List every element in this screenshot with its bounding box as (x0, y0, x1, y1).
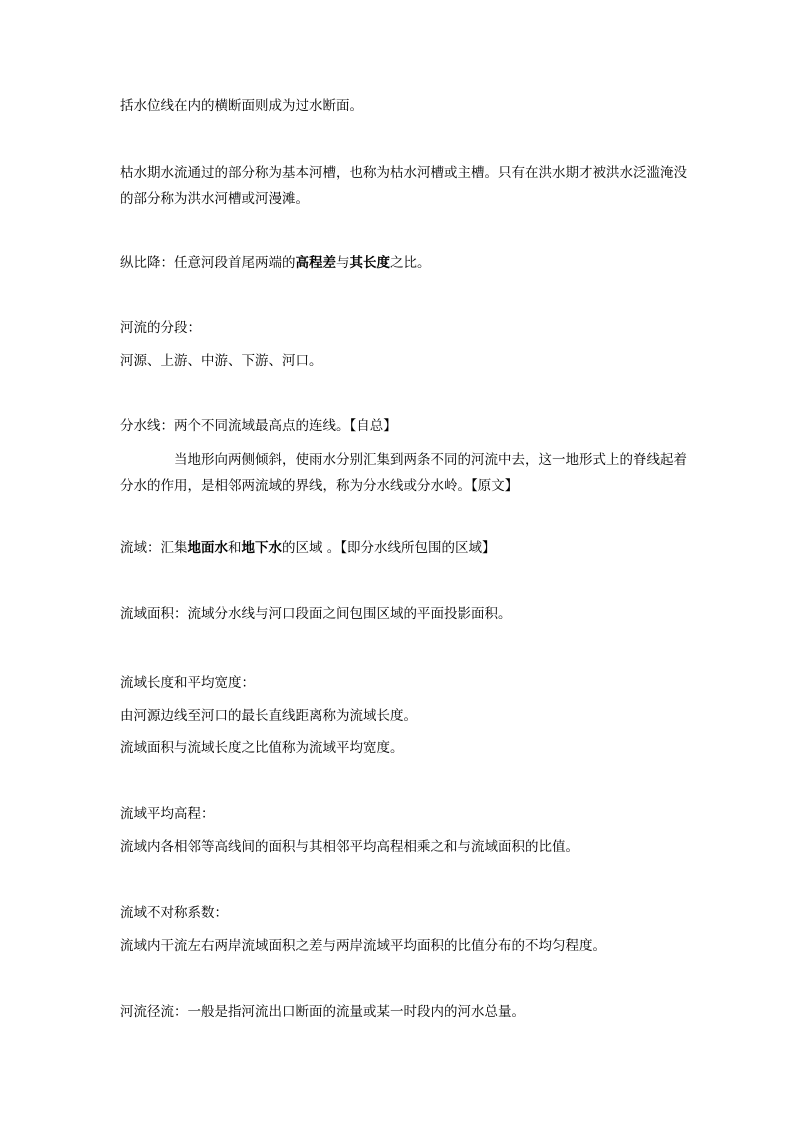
paragraph-river-channel: 枯水期水流通过的部分称为基本河槽，也称为枯水河槽或主槽。只有在洪水期才被洪水泛滥淹没的部分称为洪水河槽或河漫滩。 (120, 165, 687, 207)
heading-basin-elevation: 流域平均高程： (120, 806, 215, 822)
heading-river-segments: 河流的分段： (120, 320, 201, 336)
basin-text-mid: 和 (228, 540, 242, 556)
slope-text-suffix: 之比。 (390, 255, 431, 271)
paragraph-cross-section: 括水位线在内的横断面则成为过水断面。 (120, 98, 363, 114)
paragraph-basin-area: 流域面积：流域分水线与河口段面之间包围区域的平面投影面积。 (120, 606, 512, 622)
basin-bold-groundwater: 地下水 (241, 540, 282, 556)
paragraph-river-runoff: 河流径流：一般是指河流出口断面的流量或某一时段内的河水总量。 (120, 1004, 525, 1020)
heading-basin-length-width: 流域长度和平均宽度： (120, 675, 255, 691)
paragraph-river-segments: 河源、上游、中游、下游、河口。 (120, 353, 323, 369)
paragraph-basin-length: 由河源边线至河口的最长直线距离称为流域长度。 (120, 708, 417, 724)
paragraph-asymmetry-coefficient: 流域内干流左右两岸流域面积之差与两岸流域平均面积的比值分布的不均匀程度。 (120, 938, 606, 954)
paragraph-basin-elevation: 流域内各相邻等高线间的面积与其相邻平均高程相乘之和与流域面积的比值。 (120, 839, 579, 855)
paragraph-basin (120, 540, 690, 557)
basin-text-prefix: 流域：汇集 (120, 540, 188, 556)
heading-asymmetry-coefficient: 流域不对称系数： (120, 905, 228, 921)
paragraph-basin-width: 流域面积与流域长度之比值称为流域平均宽度。 (120, 740, 404, 756)
slope-text-mid: 与 (336, 255, 350, 271)
basin-bold-surface-water: 地面水 (187, 540, 228, 556)
paragraph-divide-summary: 分水线：两个不同流域最高点的连线。【自总】 (120, 418, 397, 434)
slope-text-prefix: 纵比降：任意河段首尾两端的 (120, 255, 296, 271)
slope-bold-elevation: 高程差 (295, 255, 336, 271)
paragraph-divide-original: 当地形向两侧倾斜，使雨水分别汇集到两条不同的河流中去，这一地形式上的脊线起着分水的作用，是相邻两流域的界线，称为分水线或分水岭。【原文】 (120, 452, 687, 494)
paragraph-longitudinal-slope (120, 255, 690, 272)
basin-text-suffix: 的区域 。【即分水线所包围的区域】 (282, 540, 496, 556)
slope-bold-length: 其长度 (349, 255, 390, 271)
